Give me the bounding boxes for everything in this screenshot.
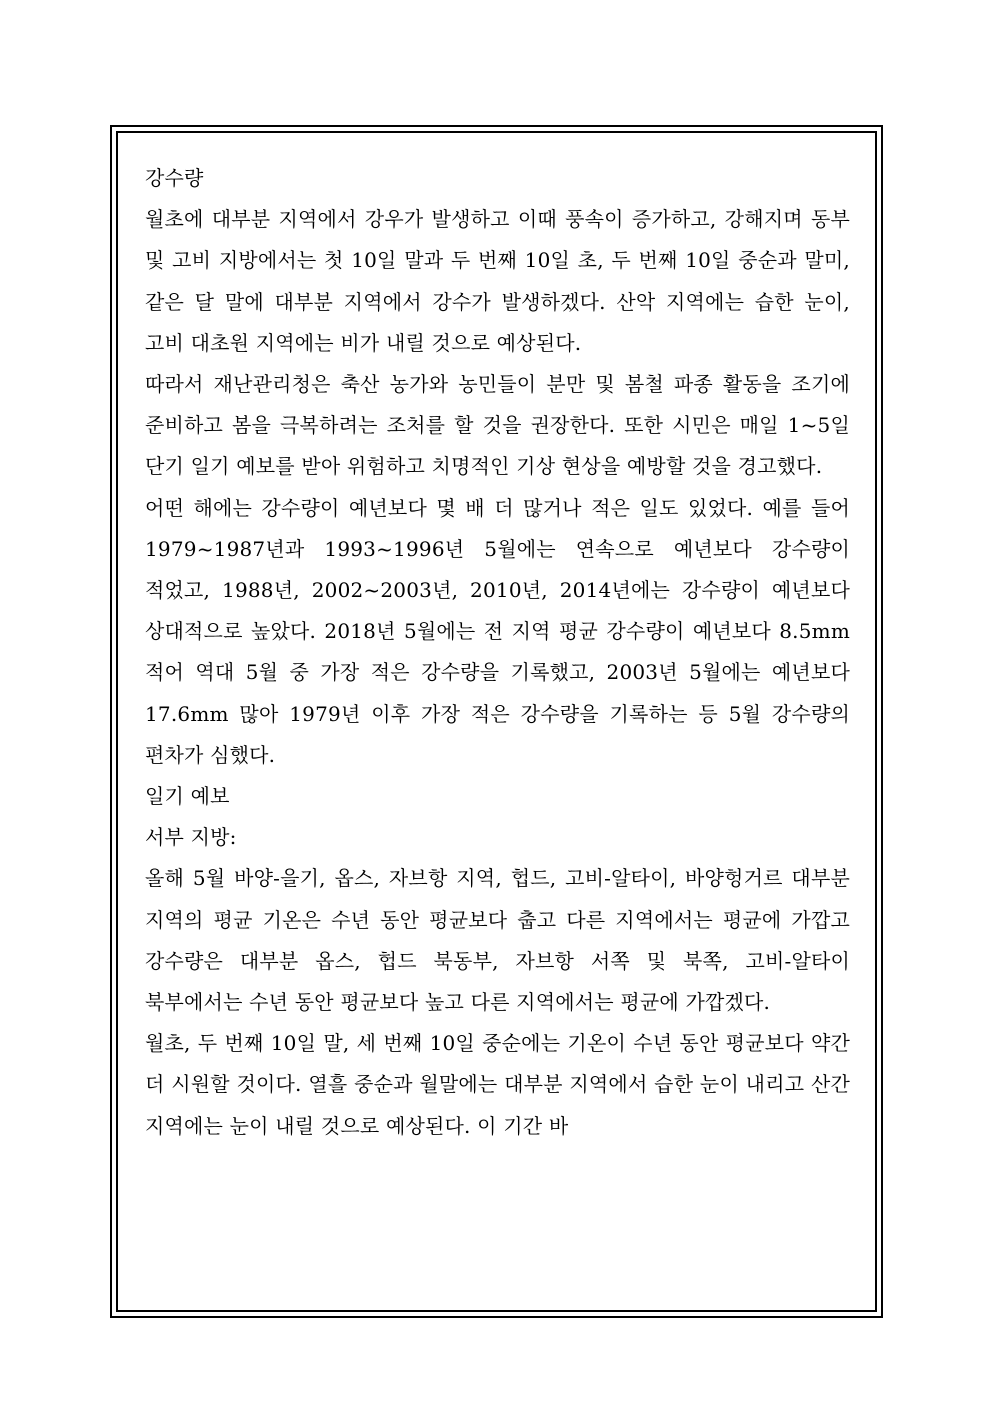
paragraph-1: 월초에 대부분 지역에서 강우가 발생하고 이때 풍속이 증가하고, 강해지며 동부 및 고비 지방에서는 첫 10일 말과 두 번째 10일 초, 두 번째 10일 중순과 말미, 같은 달 말에 대부분 지역에서 강수가 발생하겠다. 산악 지역에는 습한 눈이, 고비 대초원 지역에는 비가 내릴 것으로 예상된다.	[145, 207, 850, 355]
heading-western-region: 서부 지방:	[145, 825, 237, 850]
document-body	[145, 158, 850, 1147]
heading-forecast: 일기 예보	[145, 784, 230, 809]
paragraph-2: 따라서 재난관리청은 축산 농가와 농민들이 분만 및 봄철 파종 활동을 조기에 준비하고 봄을 극복하려는 조처를 할 것을 권장한다. 또한 시민은 매일 1~5일 단기 일기 예보를 받아 위험하고 치명적인 기상 현상을 예방할 것을 경고했다.	[145, 372, 850, 479]
paragraph-5: 월초, 두 번째 10일 말, 세 번째 10일 중순에는 기온이 수년 동안 평균보다 약간 더 시원할 것이다. 열흘 중순과 월말에는 대부분 지역에서 습한 눈이 내리고 산간 지역에는 눈이 내릴 것으로 예상된다. 이 기간 바	[145, 1031, 850, 1138]
paragraph-4: 올해 5월 바양-을기, 옵스, 자브항 지역, 헙드, 고비-알타이, 바양헝거르 대부분 지역의 평균 기온은 수년 동안 평균보다 춥고 다른 지역에서는 평균에 가깝고 강수량은 대부분 옵스, 헙드 북동부, 자브항 서쪽 및 북쪽, 고비-알타이 북부에서는 수년 동안 평균보다 높고 다른 지역에서는 평균에 가깝겠다.	[145, 866, 850, 1015]
heading-precipitation: 강수량	[145, 166, 204, 190]
paragraph-3: 어떤 해에는 강수량이 예년보다 몇 배 더 많거나 적은 일도 있었다. 예를 들어 1979~1987년과 1993~1996년 5월에는 연속으로 예년보다 강수량이 적었고, 1988년, 2002~2003년, 2010년, 2014년에는 강수량이 예년보다 상대적으로 높았다. 2018년 5월에는 전 지역 평균 강수량이 예년보다 8.5mm 적어 역대 5월 중 가장 적은 강수량을 기록했고, 2003년 5월에는 예년보다 17.6mm 많아 1979년 이후 가장 적은 강수량을 기록하는 등 5월 강수량의 편차가 심했다.	[145, 495, 850, 767]
